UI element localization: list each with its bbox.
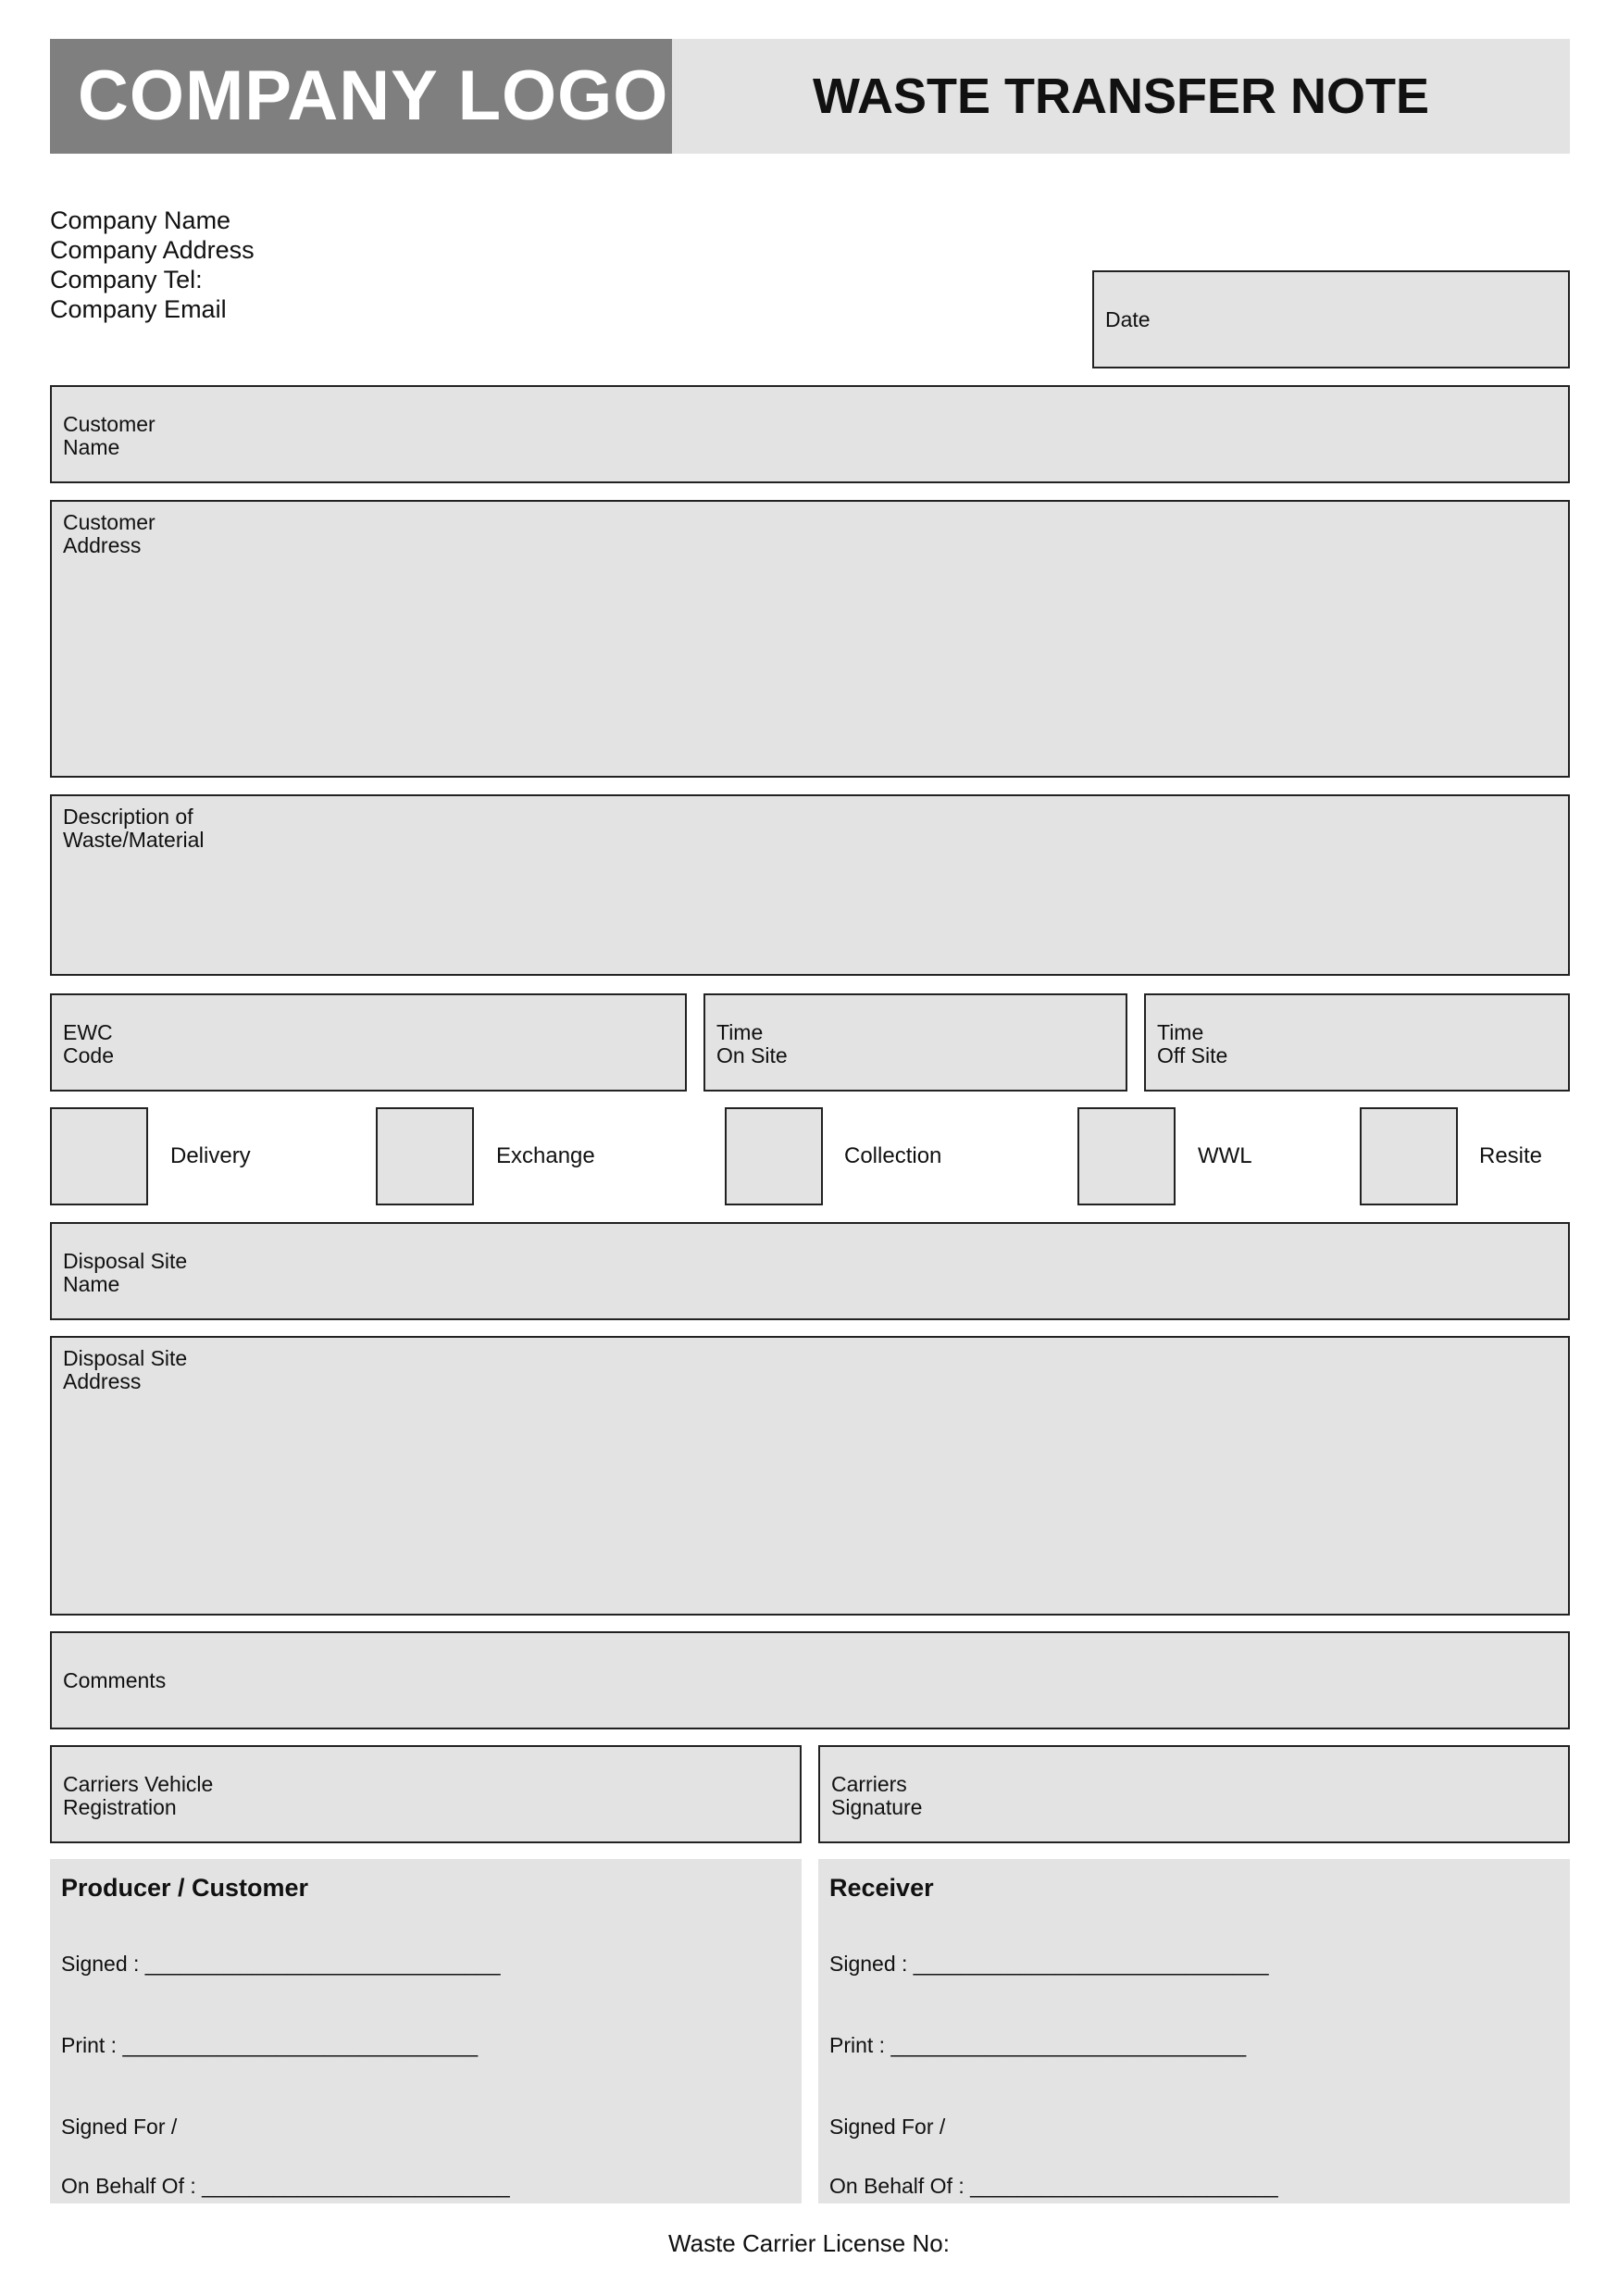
customer-address-label: Customer Address xyxy=(63,510,156,557)
time-off-site-label: Time Off Site xyxy=(1157,1020,1228,1067)
disposal-site-name-field[interactable] xyxy=(50,1222,1570,1320)
receiver-on-behalf[interactable]: On Behalf Of : __________________________ xyxy=(829,2174,1278,2198)
collection-checkbox[interactable] xyxy=(725,1107,823,1205)
customer-address-field[interactable] xyxy=(50,500,1570,778)
producer-on-behalf[interactable]: On Behalf Of : __________________________ xyxy=(61,2174,510,2198)
producer-signed-for: Signed For / xyxy=(61,2115,178,2139)
company-email: Company Email xyxy=(50,295,227,323)
producer-signed[interactable]: Signed : ______________________________ xyxy=(61,1952,501,1976)
carrier-license-line: Waste Carrier License No: xyxy=(668,2229,950,2257)
ewc-code-field[interactable] xyxy=(50,993,687,1092)
receiver-print[interactable]: Print : ______________________________ xyxy=(829,2033,1247,2057)
producer-panel xyxy=(50,1859,802,2203)
date-field[interactable] xyxy=(1092,270,1570,368)
producer-heading: Producer / Customer xyxy=(61,1874,309,1902)
exchange-checkbox[interactable] xyxy=(376,1107,474,1205)
time-on-site-label: Time On Site xyxy=(716,1020,788,1067)
disposal-site-address-label: Disposal Site Address xyxy=(63,1346,188,1393)
vehicle-registration-label: Carriers Vehicle Registration xyxy=(63,1772,214,1819)
receiver-signed-for: Signed For / xyxy=(829,2115,946,2139)
carrier-signature-label: Carriers Signature xyxy=(831,1772,923,1819)
customer-name-label: Customer Name xyxy=(63,412,156,459)
company-info xyxy=(50,206,255,324)
customer-name-field[interactable] xyxy=(50,385,1570,483)
ewc-code-label: EWC Code xyxy=(63,1020,114,1067)
disposal-site-address-field[interactable] xyxy=(50,1336,1570,1616)
wwl-checkbox[interactable] xyxy=(1077,1107,1176,1205)
comments-field[interactable] xyxy=(50,1631,1570,1729)
time-off-site-field[interactable] xyxy=(1144,993,1570,1092)
company-tel: Company Tel: xyxy=(50,266,203,293)
waste-description-label: Description of Waste/Material xyxy=(63,805,205,852)
producer-print[interactable]: Print : ______________________________ xyxy=(61,2033,479,2057)
company-name: Company Name xyxy=(50,206,231,234)
vehicle-registration-field[interactable] xyxy=(50,1745,802,1843)
receiver-signed[interactable]: Signed : ______________________________ xyxy=(829,1952,1269,1976)
wwl-label: WWL xyxy=(1198,1143,1252,1168)
carrier-signature-field[interactable] xyxy=(818,1745,1570,1843)
time-on-site-field[interactable] xyxy=(703,993,1127,1092)
collection-label: Collection xyxy=(844,1143,942,1168)
company-logo: COMPANY LOGO xyxy=(50,39,672,154)
resite-checkbox[interactable] xyxy=(1360,1107,1458,1205)
delivery-checkbox[interactable] xyxy=(50,1107,148,1205)
resite-label: Resite xyxy=(1479,1143,1543,1168)
exchange-label: Exchange xyxy=(496,1143,595,1168)
disposal-site-name-label: Disposal Site Name xyxy=(63,1249,188,1296)
delivery-label: Delivery xyxy=(170,1143,251,1168)
company-address: Company Address xyxy=(50,236,255,264)
receiver-panel xyxy=(818,1859,1570,2203)
comments-label: Comments xyxy=(63,1667,167,1692)
document-title: WASTE TRANSFER NOTE xyxy=(672,39,1570,154)
receiver-heading: Receiver xyxy=(829,1874,934,1902)
date-label: Date xyxy=(1105,306,1151,331)
waste-description-field[interactable] xyxy=(50,794,1570,976)
